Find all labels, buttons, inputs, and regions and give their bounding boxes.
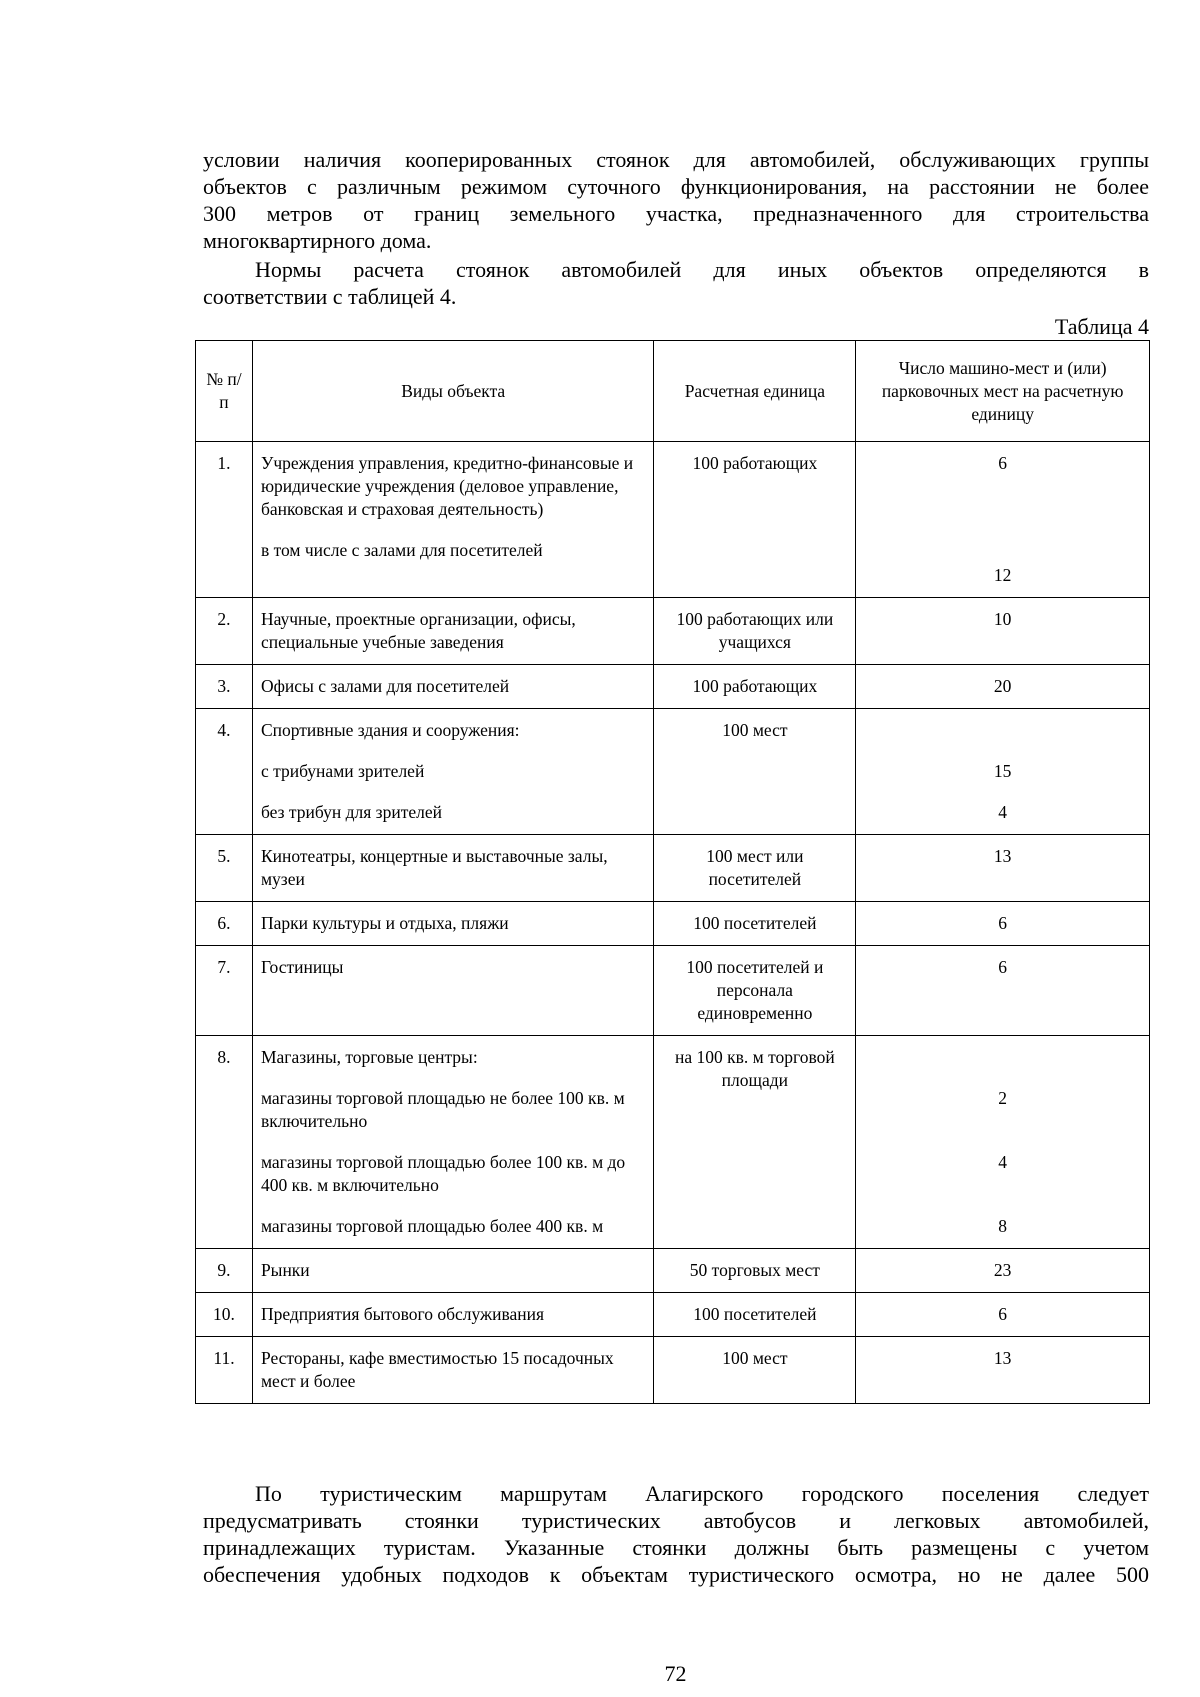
table-row [196, 442, 1150, 598]
row-number: 8. [196, 1036, 253, 1249]
value: 15 [993, 761, 1012, 781]
table-row [196, 1337, 1150, 1404]
unit-cell: 100 посетителей [654, 1293, 856, 1337]
value: 13 [856, 835, 1150, 902]
table-row [196, 946, 1150, 1036]
object-type-cell [252, 1036, 653, 1249]
value: 2 [998, 1088, 1008, 1108]
object-type: Спортивные здания и сооружения: [260, 720, 520, 740]
unit-cell: 100 посетителей [654, 902, 856, 946]
object-subtype: магазины торговой площадью более 100 кв. м до 400 кв. м включительно [260, 1152, 626, 1195]
text-line: условии наличия кооперированных стоянок для автомобилей, обслуживающих группы [203, 147, 1149, 172]
value: 4 [998, 802, 1008, 822]
row-number: 3. [196, 665, 253, 709]
row-number: 6. [196, 902, 253, 946]
unit-cell: 100 мест или посетителей [654, 835, 856, 902]
intro-paragraph-2 [203, 256, 1149, 310]
text-line: обеспечения удобных подходов к объектам туристического осмотра, но не далее 500 [203, 1562, 1149, 1587]
value: 6 [856, 1293, 1150, 1337]
value-cell [856, 442, 1150, 598]
text-line: Нормы расчета стоянок автомобилей для иных объектов определяются в [255, 257, 1149, 282]
value: 12 [993, 565, 1012, 585]
object-type: Учреждения управления, кредитно-финансовые и юридические учреждения (деловое управление, банковская и страховая деятельность) [260, 453, 634, 519]
row-number: 1. [196, 442, 253, 598]
table-caption: Таблица 4 [1054, 314, 1149, 339]
object-type: Гостиницы [252, 946, 653, 1036]
text-line: 300 метров от границ земельного участка, предназначенного для строительства [203, 201, 1149, 226]
table-row [196, 902, 1150, 946]
text-line: соответствии с таблицей 4. [203, 284, 457, 309]
text-line: По туристическим маршрутам Алагирского городского поселения следует [255, 1481, 1149, 1506]
unit-cell: 100 работающих [654, 665, 856, 709]
header-type: Виды объекта [252, 341, 653, 442]
unit-cell: 100 мест [654, 1337, 856, 1404]
header-unit: Расчетная единица [654, 341, 856, 442]
table-row [196, 709, 1150, 835]
outro-paragraph [203, 1480, 1149, 1588]
value: 20 [856, 665, 1150, 709]
text-line: многоквартирного дома. [203, 228, 432, 253]
value: 8 [998, 1216, 1008, 1236]
row-number: 7. [196, 946, 253, 1036]
row-number: 9. [196, 1249, 253, 1293]
object-subtype: магазины торговой площадью более 400 кв. м [260, 1216, 604, 1236]
intro-paragraph-1 [203, 146, 1149, 254]
row-number: 11. [196, 1337, 253, 1404]
row-number: 5. [196, 835, 253, 902]
value: 6 [998, 453, 1008, 473]
value: 10 [856, 598, 1150, 665]
header-spaces: Число машино-мест и (или) парковочных мест на расчетную единицу [856, 341, 1150, 442]
unit-cell: на 100 кв. м торговой площади [654, 1036, 856, 1249]
object-subtype: без трибун для зрителей [260, 802, 442, 822]
text-line: объектов с различным режимом суточного функционирования, на расстоянии не более [203, 174, 1149, 199]
value-cell [856, 709, 1150, 835]
table-header-row [196, 341, 1150, 442]
table-row [196, 1249, 1150, 1293]
value: 6 [856, 902, 1150, 946]
object-type-cell [252, 442, 653, 598]
unit-cell: 100 работающих или учащихся [654, 598, 856, 665]
row-number: 4. [196, 709, 253, 835]
object-type: Рестораны, кафе вместимостью 15 посадочных мест и более [252, 1337, 653, 1404]
unit-cell: 100 мест [654, 709, 856, 835]
row-number: 2. [196, 598, 253, 665]
object-type: Офисы с залами для посетителей [252, 665, 653, 709]
unit-cell: 100 посетителей и персонала единовременно [654, 946, 856, 1036]
value: 4 [998, 1152, 1008, 1172]
object-type: Кинотеатры, концертные и выставочные залы, музеи [252, 835, 653, 902]
object-type: Предприятия бытового обслуживания [252, 1293, 653, 1337]
object-subtype: с трибунами зрителей [260, 761, 425, 781]
header-num: № п/п [196, 341, 253, 442]
table-row [196, 1036, 1150, 1249]
table-row [196, 665, 1150, 709]
object-type-cell [252, 709, 653, 835]
value [864, 1046, 1141, 1069]
unit-cell: 100 работающих [654, 442, 856, 598]
object-subtype: магазины торговой площадью не более 100 кв. м включительно [260, 1088, 625, 1131]
parking-norms-table [195, 340, 1150, 1404]
table-row [196, 598, 1150, 665]
text-line: принадлежащих туристам. Указанные стоянки должны быть размещены с учетом [203, 1535, 1149, 1560]
table-row [196, 835, 1150, 902]
value: 6 [856, 946, 1150, 1036]
object-type: Рынки [252, 1249, 653, 1293]
object-subtype: в том числе с залами для посетителей [260, 540, 543, 560]
value: 13 [856, 1337, 1150, 1404]
text-line: предусматривать стоянки туристических автобусов и легковых автомобилей, [203, 1508, 1149, 1533]
object-type: Магазины, торговые центры: [260, 1047, 478, 1067]
object-type: Парки культуры и отдыха, пляжи [252, 902, 653, 946]
object-type: Научные, проектные организации, офисы, специальные учебные заведения [252, 598, 653, 665]
value-cell [856, 1036, 1150, 1249]
unit-cell: 50 торговых мест [654, 1249, 856, 1293]
table-row [196, 1293, 1150, 1337]
row-number: 10. [196, 1293, 253, 1337]
page-number: 72 [664, 1661, 687, 1686]
value [864, 719, 1141, 742]
value: 23 [856, 1249, 1150, 1293]
